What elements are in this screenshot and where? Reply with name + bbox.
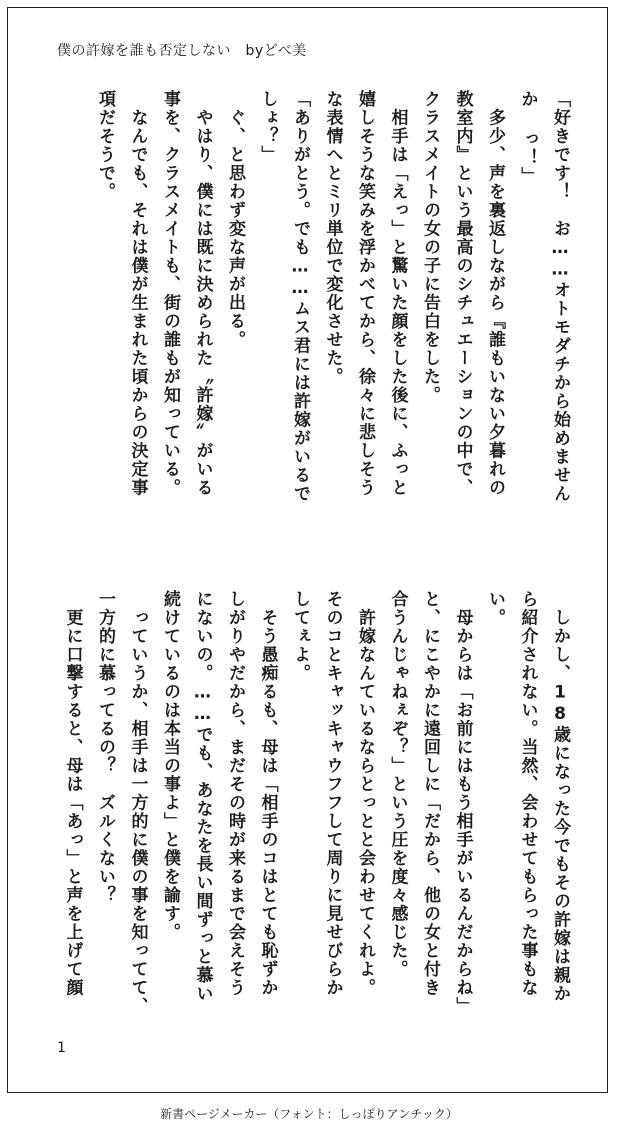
- upper-line: 「ありがとう。でも……ムス君には許嫁がいるで: [290, 90, 310, 503]
- lower-line: してぇよ。: [290, 590, 310, 683]
- page-number: 1: [57, 1040, 66, 1056]
- upper-line: 多少、声を裏返しながら『誰もいない夕暮れの: [485, 90, 505, 497]
- text-column: [285, 90, 315, 1010]
- upper-line: なんでも、それは僕が生まれた頃からの決定事: [127, 90, 148, 497]
- upper-line: 事を、クラスメイトも、街の誰もが知っている。: [160, 90, 180, 497]
- text-column: [90, 90, 120, 1010]
- upper-line: 嬉しそうな笑みを浮かべてから、徐々に悲しそう: [355, 90, 375, 497]
- text-column: [383, 90, 413, 1010]
- lower-line: 許嫁なんているならとっとと会わせてくれよ。: [355, 590, 375, 997]
- text-column: [123, 90, 153, 1016]
- header-title: 僕の許嫁を誰も否定しない byどべ美: [57, 43, 307, 59]
- upper-line: 項だそうで。: [95, 90, 115, 201]
- lower-line: 母からは「お前にはもう相手がいるんだからね」: [452, 590, 473, 1016]
- text-column: [448, 90, 478, 1016]
- text-column: [545, 90, 575, 1010]
- text-column: [415, 90, 445, 1010]
- upper-line: 相手は「えっ」と驚いた顔をした後に、ふっと: [387, 90, 408, 497]
- upper-line: しょ？」: [257, 90, 278, 164]
- text-column: [513, 90, 543, 1010]
- lower-line: ら紹介されない。当然、会わせてもらった事もな: [517, 590, 538, 997]
- text-column: [220, 90, 250, 1010]
- lower-line: しかし、18歳になった今でもその許嫁は親か: [550, 590, 570, 1003]
- text-column: [318, 90, 348, 1010]
- text-column: [253, 90, 283, 1010]
- lower-line: にないの。……でも、あなたを長い間ずっと慕い: [192, 590, 213, 1003]
- text-column: [58, 90, 88, 1010]
- upper-line: クラスメイトの女の子に告白をした。: [420, 90, 440, 405]
- text-column: [155, 90, 185, 1010]
- lower-line: 合うんじゃねぇぞ？」という圧を度々感じた。: [387, 590, 408, 979]
- upper-line: ぐ、と思わず変な声が出る。: [225, 90, 245, 349]
- upper-line: やはり、僕には既に決められた〝許嫁〟がいる: [192, 90, 213, 497]
- lower-line: そう愚痴るも、母は「相手のコはとても恥ずか: [257, 590, 278, 997]
- text-column: [188, 90, 218, 1010]
- upper-line: か っ！」: [517, 90, 538, 186]
- upper-line: 「好きです！ お……オトモダチから始めません: [550, 90, 570, 503]
- lower-line: 続けているのは本当の事よ」と僕を諭す。: [160, 590, 180, 942]
- lower-line: っていうか、相手は一方的に僕の事を知ってて、: [127, 590, 148, 1016]
- vertical-text-body: [45, 90, 575, 1016]
- lower-line: い。: [485, 590, 505, 627]
- lower-line: と、にこやかに遠回しに「だから、他の女と付き: [420, 590, 440, 997]
- upper-line: 教室内』という最高のシチュエーションの中で、: [452, 90, 473, 497]
- lower-line: しがりやだから、まだその時が来るまで会えそう: [225, 590, 245, 997]
- lower-line: 更に口撃すると、母は「あっ」と声を上げて顔: [62, 590, 83, 997]
- text-column: [350, 90, 380, 1010]
- footer-credit: 新書ページメーカー（フォント：しっぽりアンチック）: [160, 1107, 458, 1121]
- upper-line: な表情へとミリ単位で変化させた。: [322, 90, 343, 386]
- lower-line: 一方的に慕ってるの？ ズルくない？: [95, 590, 115, 905]
- lower-line: そのコとキャッキャウフフして周りに見せびらか: [322, 590, 343, 997]
- text-column: [480, 90, 510, 1010]
